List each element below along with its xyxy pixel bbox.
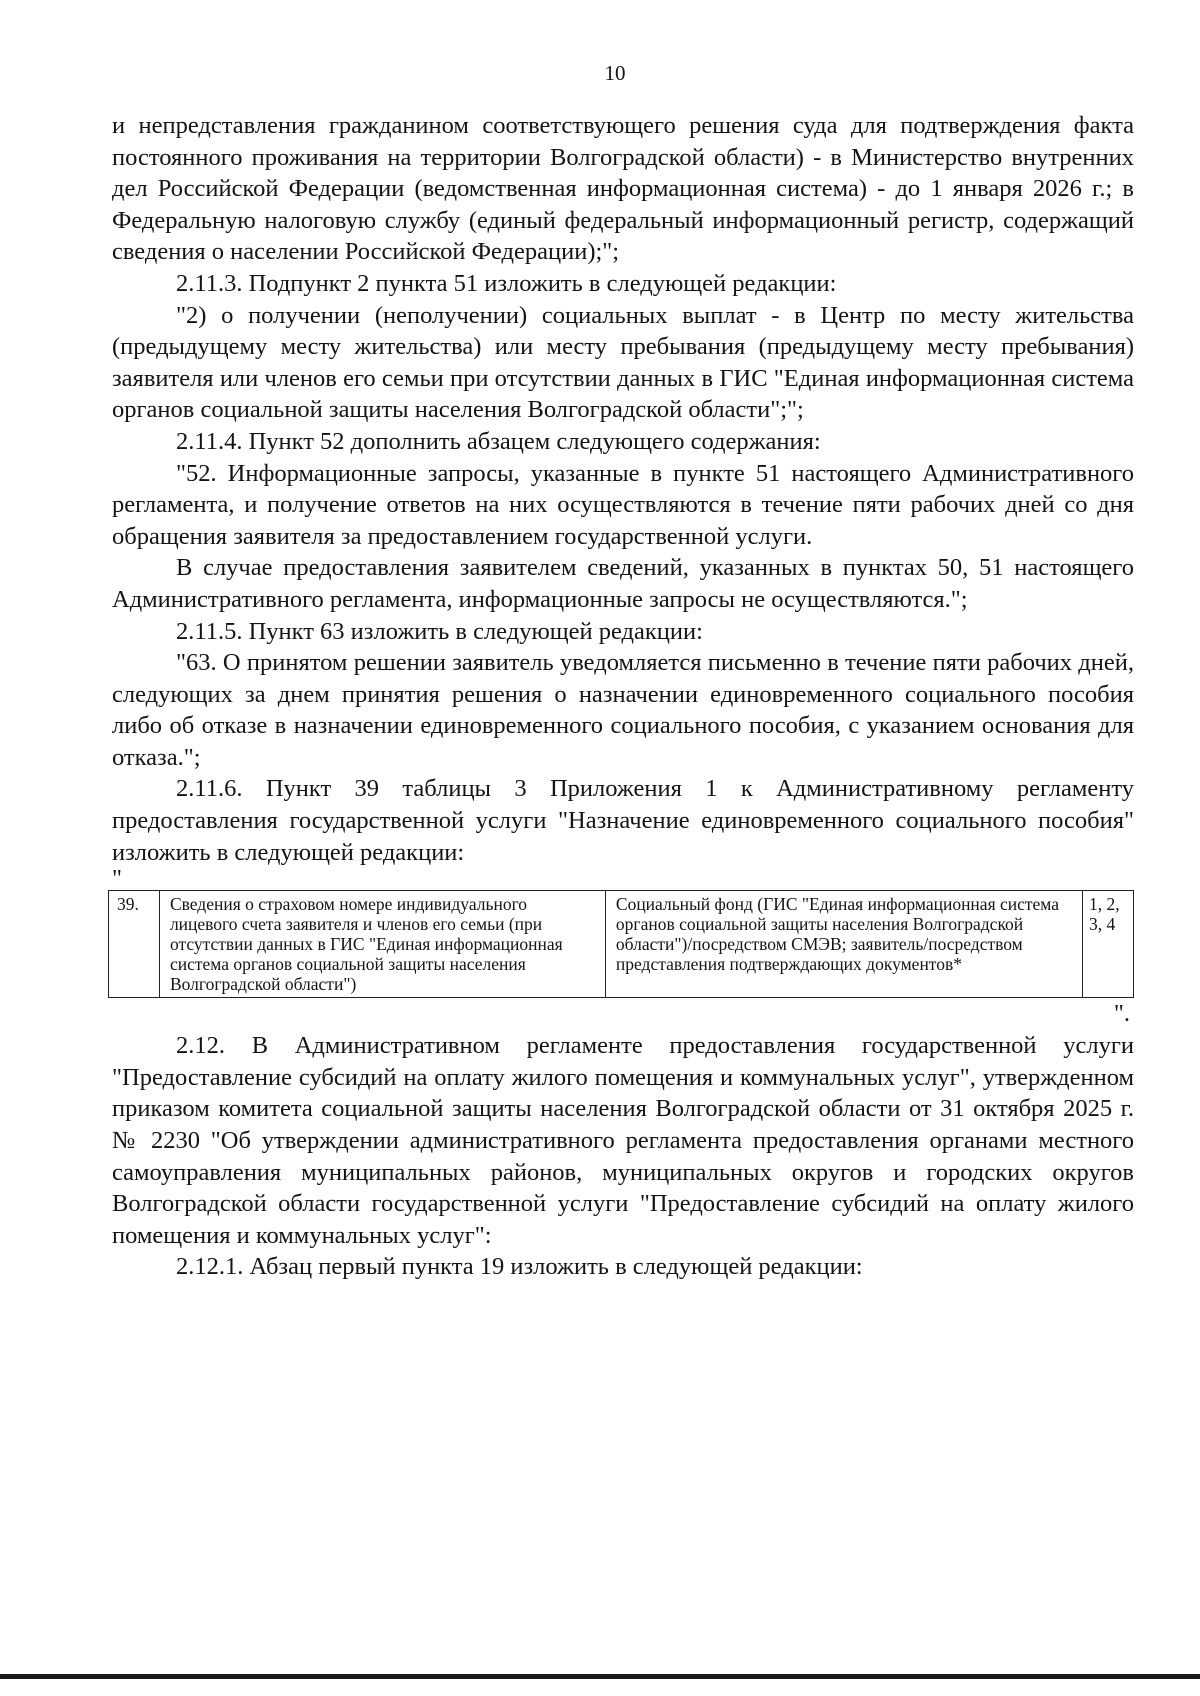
document-body (112, 110, 1134, 1283)
table-row (109, 891, 1134, 998)
row-number-cell: 39. (109, 891, 160, 998)
paragraph-2-12: 2.12. В Административном регламенте предоставления государственной услуги "Предоставление субсидий на оплату жилого помещения и коммунальных услуг", утвержденном приказом комитета социальной защиты населения Волгоградской области от 31 октября 2025 г. № 2230 "Об утверждении административного регламента предоставления органами местного самоуправления муниципальных районов, муниципальных округов и городских округов Волгоградской области государственной услуги "Предоставление субсидий на оплату жилого помещения и коммунальных услуг": (112, 1032, 1134, 1249)
paragraph-2-12-1: 2.12.1. Абзац первый пункта 19 изложить в следующей редакции: (176, 1253, 863, 1281)
close-quote-mark: ". (1113, 1000, 1130, 1028)
paragraph-2-11-5: 2.11.5. Пункт 63 изложить в следующей редакции: (176, 617, 703, 645)
open-quote-mark: " (112, 865, 123, 893)
paragraph-2-11-4: 2.11.4. Пункт 52 дополнить абзацем следующего содержания: (176, 427, 821, 455)
paragraph-continuation: и непредставления гражданином соответствующего решения суда для подтверждения факта постоянного проживания на территории Волгоградской области) - в Министерство внутренних дел Российской Федерации (ведомственная информационная система) - до 1 января 2026 г.; в Федеральную налоговую службу (единый федеральный информационный регистр, содержащий сведения о населении Российской Федерации);"; (112, 112, 1134, 266)
paragraph-point-52: "52. Информационные запросы, указанные в пункте 51 настоящего Административного регламента, и получение ответов на них осуществляются в течение пяти рабочих дней со дня обращения заявителя за предоставлением государственной услуги. (112, 459, 1134, 550)
paragraph-point-63: "63. О принятом решении заявитель уведомляется письменно в течение пяти рабочих дней, следующих за днем принятия решения о назначении единовременного социального пособия либо об отказе в назначении единовременного социального пособия, с указанием основания для отказа."; (112, 649, 1134, 771)
scan-bottom-edge (0, 1674, 1200, 1679)
paragraph-point-52-case: В случае предоставления заявителем сведений, указанных в пунктах 50, 51 настоящего Административного регламента, информационные запросы не осуществляются."; (112, 554, 1134, 613)
paragraph-2-11-6: 2.11.6. Пункт 39 таблицы 3 Приложения 1 к Административному регламенту предоставления государственной услуги "Назначение единовременного социального пособия" изложить в следующей редакции: (112, 775, 1134, 866)
source-cell: Социальный фонд (ГИС "Единая информационная система органов социальной защиты населения Волгоградской области")/посредством СМЭВ; заявитель/посредством представления подтверждающих документов* (605, 891, 1082, 998)
page-number: 10 (604, 61, 626, 85)
info-cell: Сведения о страховом номере индивидуального лицевого счета заявителя и членов его семьи (при отсутствии данных в ГИС "Единая информационная система органов социальной защиты населения Волгоградской области") (159, 891, 605, 998)
paragraph-subpoint-2: "2) о получении (неполучении) социальных выплат - в Центр по месту жительства (предыдущему месту жительства) или месту пребывания (предыдущему месту пребывания) заявителя или членов его семьи при отсутствии данных в ГИС "Единая информационная система органов социальной защиты населения Волгоградской области";"; (112, 301, 1134, 424)
paragraph-2-11-3: 2.11.3. Подпункт 2 пункта 51 изложить в следующей редакции: (176, 269, 837, 297)
codes-cell: 1, 2, 3, 4 (1083, 891, 1134, 998)
inserted-table (108, 890, 1134, 998)
